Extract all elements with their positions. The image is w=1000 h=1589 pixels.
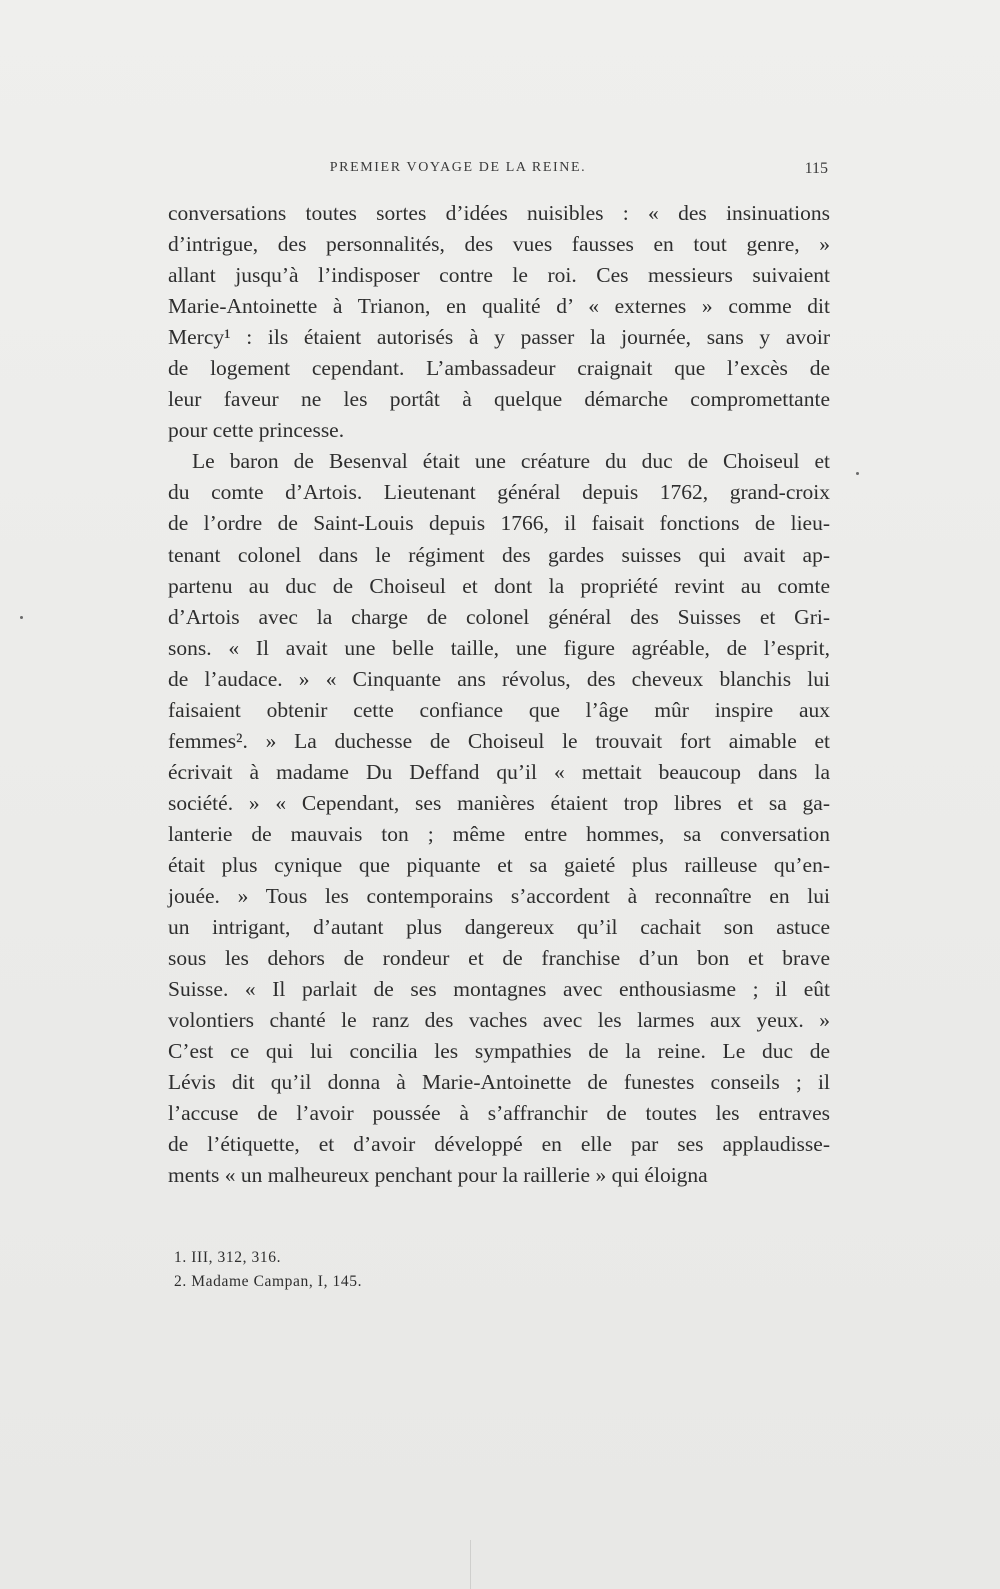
text-line: C’est ce qui lui concilia les sympathies de la reine. Le duc de (168, 1039, 830, 1064)
page-number: 115 (804, 160, 828, 177)
text-line: d’Artois avec la charge de colonel général des Suisses et Gri- (168, 604, 830, 629)
running-title: PREMIER VOYAGE DE LA REINE. (329, 160, 587, 175)
text-line: de l’étiquette, et d’avoir développé en elle par ses applaudisse- (168, 1132, 830, 1157)
text-line: d’intrigue, des personnalités, des vues fausses en tout genre, » (168, 232, 830, 257)
text-line: société. » « Cependant, ses manières étaient trop libres et sa ga- (168, 790, 830, 815)
text-line: Mercy¹ : ils étaient autorisés à y passer la journée, sans y avoir (168, 325, 830, 350)
text-line: sons. « Il avait une belle taille, une figure agréable, de l’esprit, (168, 635, 830, 660)
text-line: leur faveur ne les portât à quelque démarche compromettante (168, 387, 830, 412)
text-line: faisaient obtenir cette confiance que l’âge mûr inspire aux (168, 697, 830, 722)
text-line: conversations toutes sortes d’idées nuisibles : « des insinuations (168, 201, 830, 225)
text-line: de l’audace. » « Cinquante ans révolus, des cheveux blanchis lui (168, 666, 830, 691)
text-line: partenu au duc de Choiseul et dont la propriété revint au comte (168, 573, 830, 598)
footnote: 2. Madame Campan, I, 145. (174, 1273, 363, 1290)
text-line: était plus cynique que piquante et sa gaieté plus railleuse qu’en- (168, 852, 830, 877)
text-line: Lévis dit qu’il donna à Marie-Antoinette de funestes conseils ; il (168, 1070, 830, 1095)
text-line: de l’ordre de Saint-Louis depuis 1766, il faisait fonctions de lieu- (168, 511, 830, 536)
text-line: Suisse. « Il parlait de ses montagnes avec enthousiasme ; il eût (168, 977, 830, 1002)
text-line: ments « un malheureux penchant pour la raillerie » qui éloigna (168, 1163, 708, 1188)
text-line: volontiers chanté le ranz des vaches avec les larmes aux yeux. » (168, 1008, 830, 1033)
text-line: lanterie de mauvais ton ; même entre hommes, sa conversation (168, 821, 830, 846)
text-line: pour cette princesse. (168, 418, 345, 443)
footnotes (174, 1246, 574, 1294)
margin-mark (20, 616, 23, 619)
body-text (168, 198, 830, 1192)
text-line: écrivait à madame Du Deffand qu’il « mettait beaucoup dans la (168, 759, 830, 784)
margin-mark (856, 472, 859, 475)
text-line: Marie-Antoinette à Trianon, en qualité d’ « externes » comme dit (168, 294, 830, 319)
text-line: Le baron de Besenval était une créature du duc de Choiseul et (192, 449, 830, 474)
page-fold-mark (470, 1540, 471, 1589)
text-line: sous les dehors de rondeur et de franchise d’un bon et brave (168, 946, 830, 971)
text-line: femmes². » La duchesse de Choiseul le trouvait fort aimable et (168, 728, 830, 753)
text-line: du comte d’Artois. Lieutenant général depuis 1762, grand-croix (168, 480, 830, 505)
text-line: jouée. » Tous les contemporains s’accordent à reconnaître en lui (168, 884, 830, 909)
text-line: de logement cependant. L’ambassadeur craignait que l’excès de (168, 356, 830, 381)
text-line: allant jusqu’à l’indisposer contre le roi. Ces messieurs suivaient (168, 263, 830, 288)
text-line: l’accuse de l’avoir poussée à s’affranchir de toutes les entraves (168, 1101, 830, 1126)
footnote: 1. III, 312, 316. (174, 1249, 282, 1266)
text-line: un intrigant, d’autant plus dangereux qu’il cachait son astuce (168, 915, 830, 940)
text-line: tenant colonel dans le régiment des gardes suisses qui avait ap- (168, 542, 830, 567)
running-head (168, 160, 830, 182)
